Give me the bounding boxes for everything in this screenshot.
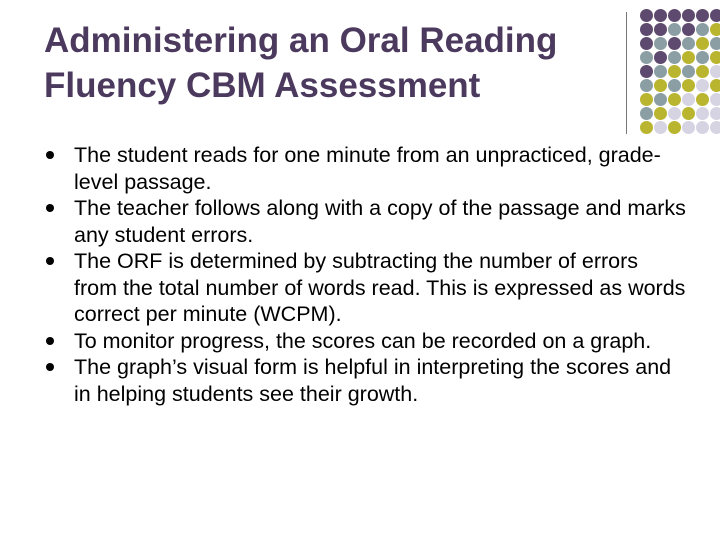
bullet-item [46,328,686,355]
bullet-item [46,354,686,407]
decorative-dot [696,93,709,106]
decorative-dot [682,79,695,92]
decorative-dot [682,121,695,134]
decorative-dot [654,65,667,78]
decorative-dot [696,107,709,120]
decorative-dot [682,23,695,36]
decorative-dot [668,65,681,78]
decorative-dot [668,107,681,120]
decorative-dot [710,51,720,64]
bullet-icon [46,257,54,265]
decorative-dot [682,37,695,50]
decorative-dot [710,9,720,22]
decorative-dot [668,37,681,50]
decorative-dot [654,79,667,92]
decorative-dot [668,23,681,36]
decorative-dot [654,23,667,36]
title-divider [626,12,627,134]
decorative-dot [640,107,653,120]
decorative-dot [640,65,653,78]
decorative-dot [696,79,709,92]
decorative-dot [668,9,681,22]
decorative-dot [710,37,720,50]
bullet-item [46,142,686,195]
decorative-dot [682,107,695,120]
decorative-dot [710,65,720,78]
decorative-dot [654,121,667,134]
bullet-icon [46,204,54,212]
decorative-dot [640,79,653,92]
decorative-dot [640,93,653,106]
bullet-icon [46,363,54,371]
bullet-text: The teacher follows along with a copy of the passage and marks any student errors. [74,196,686,247]
decorative-dot [710,121,720,134]
decorative-dot [640,23,653,36]
decorative-dot [668,121,681,134]
decorative-dot [682,65,695,78]
decorative-dot [682,51,695,64]
bullet-item [46,195,686,248]
bullet-icon [46,337,54,345]
decorative-dot [640,9,653,22]
decorative-dot [696,23,709,36]
bullet-text: The graph’s visual form is helpful in interpreting the scores and in helping students see their growth. [74,355,672,406]
decorative-dot [696,51,709,64]
bullet-text: The student reads for one minute from an unpracticed, grade-level passage. [74,143,661,194]
decorative-dot [654,37,667,50]
decorative-dot [696,65,709,78]
slide-title: Administering an Oral Reading Fluency CBM Assessment [44,21,558,105]
decorative-dot [668,93,681,106]
decorative-dot [696,9,709,22]
bullet-text: To monitor progress, the scores can be recorded on a graph. [74,328,652,353]
decorative-dot [668,51,681,64]
bullet-list [46,142,686,407]
decorative-dot [710,107,720,120]
decorative-dot [640,37,653,50]
decorative-dot [710,23,720,36]
decorative-dot [696,37,709,50]
bullet-icon [46,151,54,159]
decorative-dot [654,9,667,22]
decorative-dot [640,121,653,134]
decorative-dot [668,79,681,92]
decorative-dot [710,93,720,106]
decorative-dot [654,51,667,64]
bullet-item [46,248,686,328]
decorative-dot [710,79,720,92]
decorative-dot [682,93,695,106]
decorative-dot [696,121,709,134]
decorative-dot [682,9,695,22]
decorative-dot [640,51,653,64]
decorative-dot [654,107,667,120]
decorative-dot [654,93,667,106]
bullet-text: The ORF is determined by subtracting the number of errors from the total number of words read. This is expressed as words correct per minute (WCPM). [74,249,686,326]
